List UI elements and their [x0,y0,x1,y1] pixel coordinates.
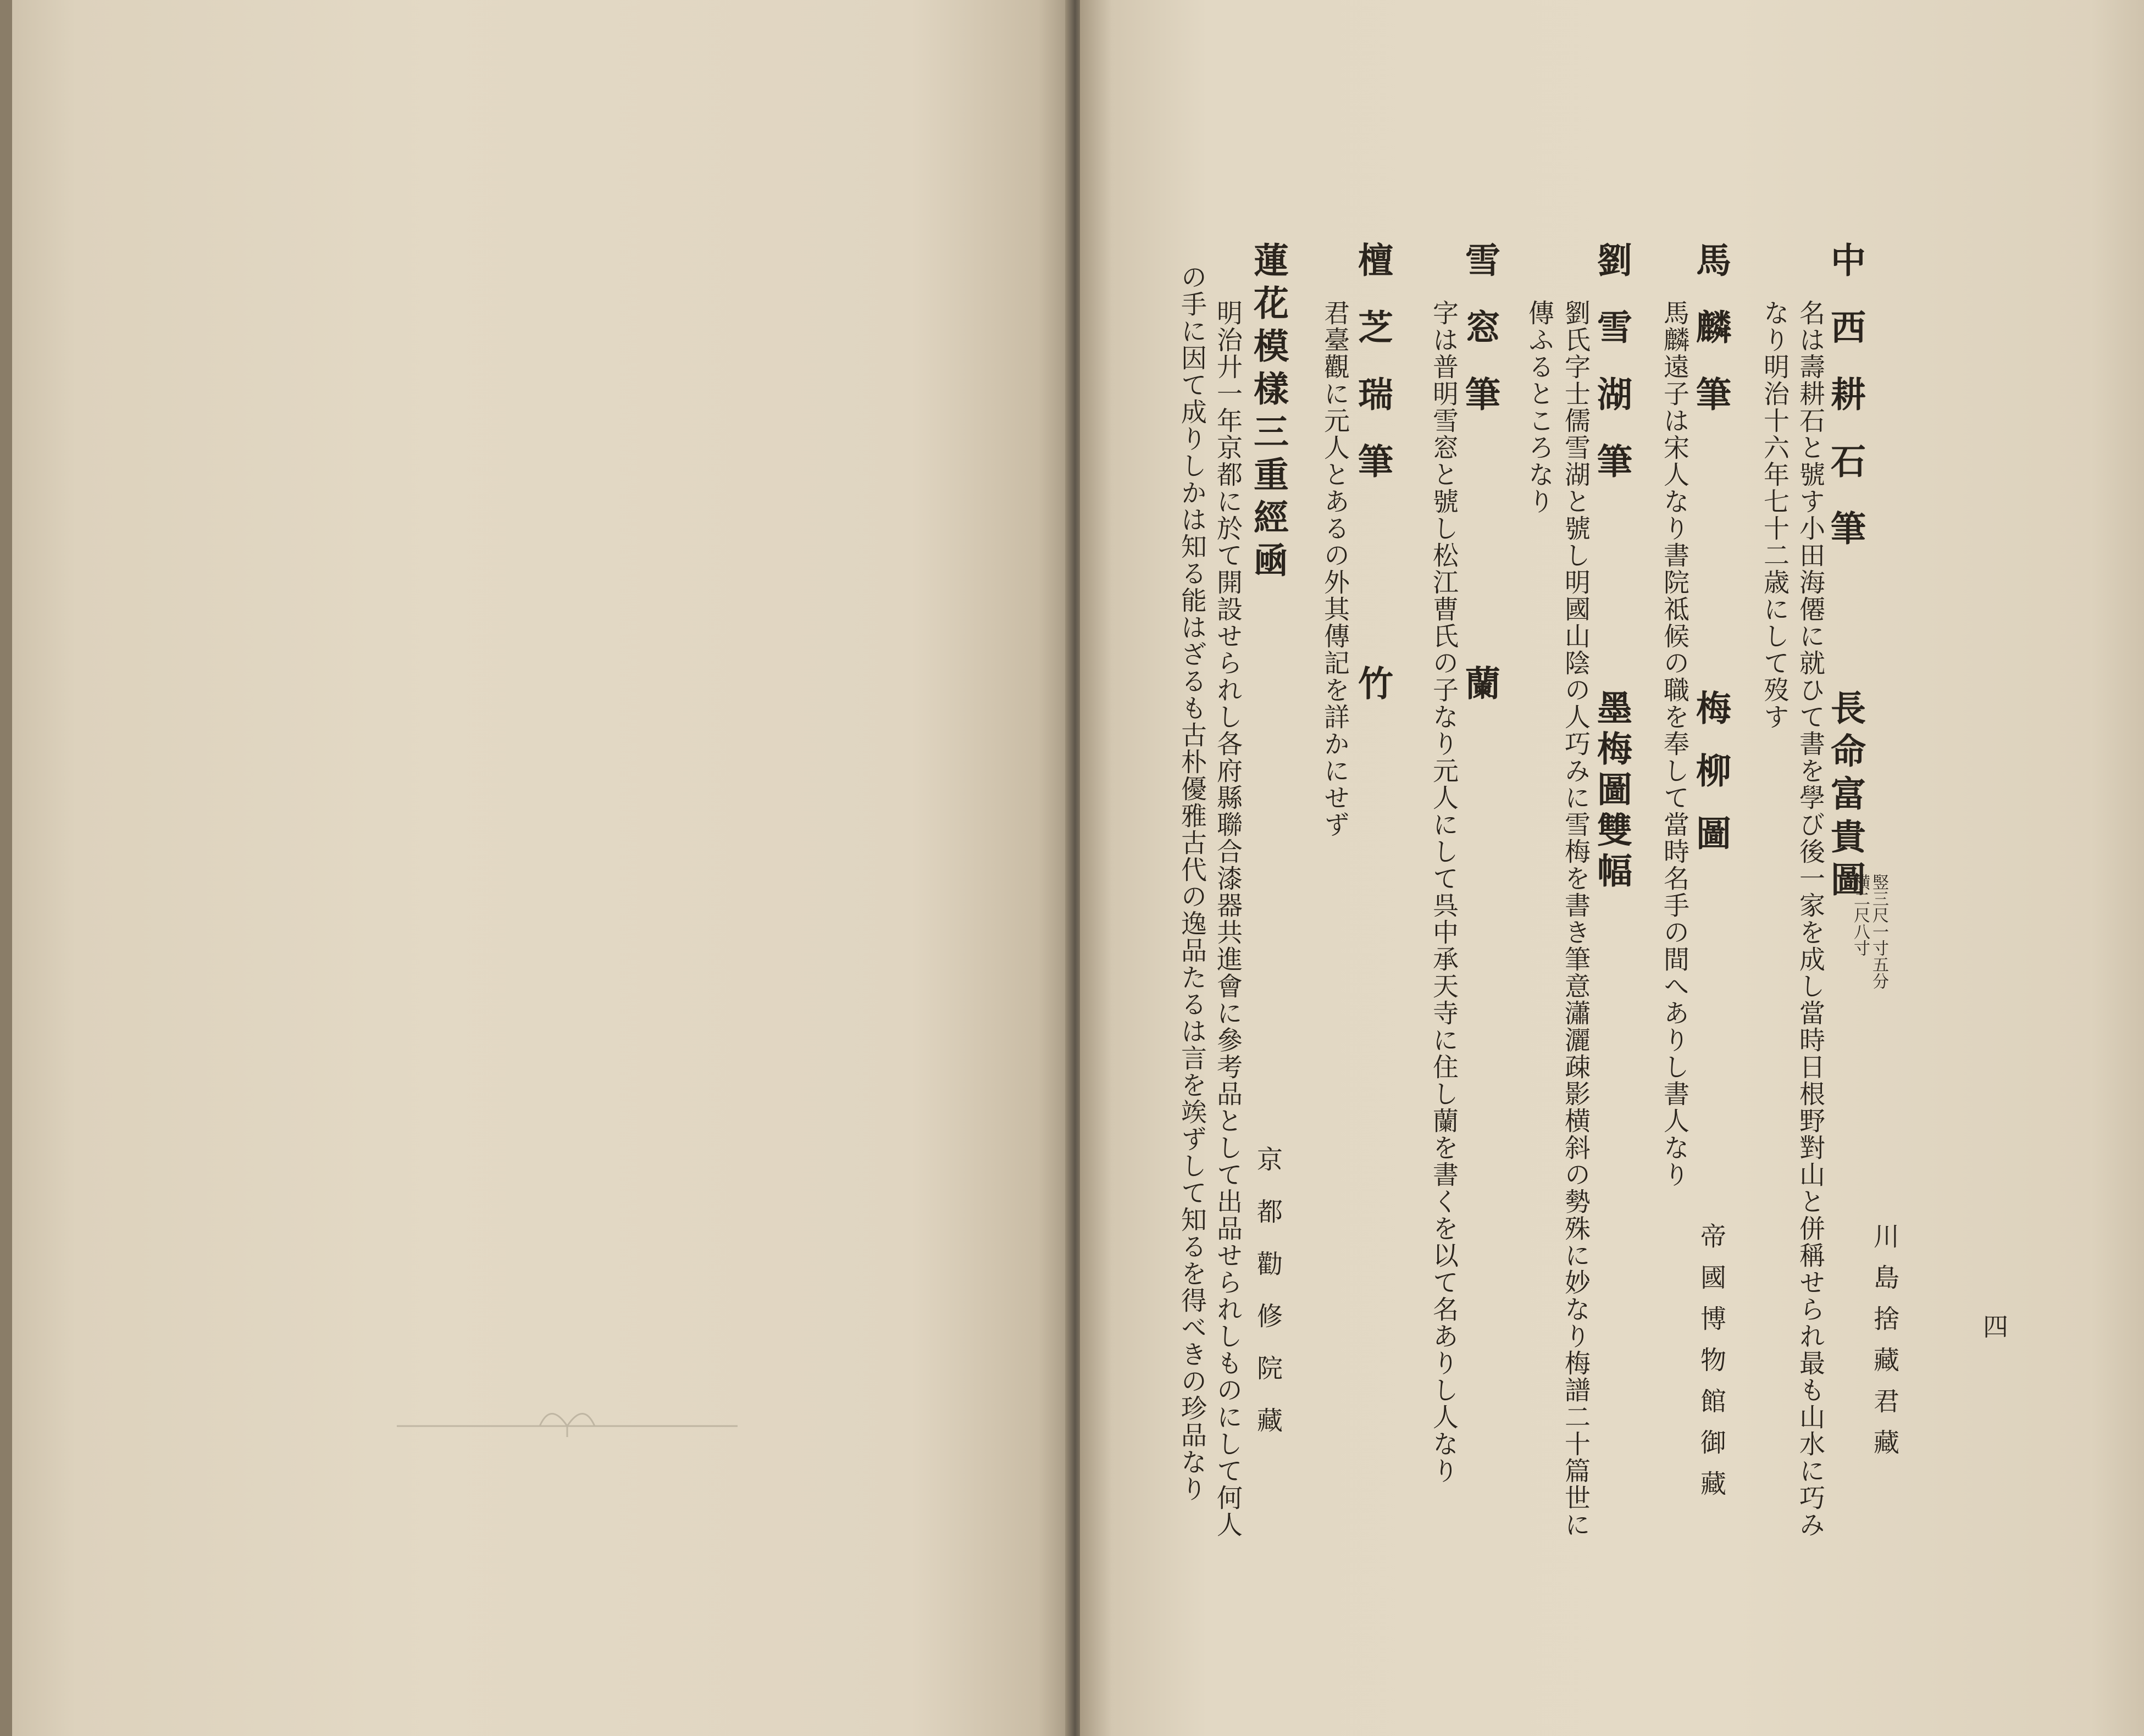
entry1-owner: 川島捨藏君藏 [1869,1223,1899,1470]
entry2-work: 梅柳圖 [1690,690,1731,878]
right-page [1080,0,2144,1736]
entry6-owner: 京都勸修院藏 [1253,1146,1283,1459]
book-edge [0,0,12,1736]
ornament-icon [386,1396,749,1440]
entry3-title: 劉雪湖筆 [1591,242,1632,510]
entry1-size-2: 横二尺八寸 [1851,874,1870,956]
entry4-title: 雪窓筆 [1459,242,1500,443]
entry1-body-2: なり明治十六年七十二歳にして歿す [1759,299,1790,730]
entry6-title: 蓮花模樣三重經凾 [1248,242,1289,585]
entry1-work: 長命富貴圖 [1825,690,1866,904]
entry5-body: 君臺觀に元人とあるの外其傳記を詳かにせず [1320,299,1350,838]
page-number: 四 [1979,1313,2009,1339]
entry5-work: 竹 [1352,665,1393,732]
entry1-body-1: 名は壽耕石と號す小田海僊に就ひて書を學び後一家を成し當時日根野對山と併稱せられ最も山水に巧み [1795,299,1825,1538]
entry6-body-1: 明治廾一年京都に於て開設せられし各府縣聯合漆器共進會に參考品として出品せられしものにして何人 [1212,299,1243,1538]
entry4-work: 蘭 [1459,665,1500,732]
entry1-size-1: 竪三尺一寸五分 [1869,874,1888,989]
entry2-title: 馬麟筆 [1690,242,1731,443]
left-page [12,0,1070,1736]
entry3-work: 墨梅圖雙幅 [1591,690,1632,893]
entry3-body-1: 劉氏字士儒雪湖と號し明國山陰の人巧みに雪梅を書き筆意瀟灑疎影横斜の勢殊に妙なり梅譜二十篇世に [1560,299,1591,1538]
entry5-title: 檀芝瑞筆 [1352,242,1393,510]
entry4-body: 字は普明雪窓と號し松江曹氏の子なり元人にして呉中承天寺に住し蘭を書くを以て名ありし人なり [1428,299,1459,1484]
entry2-owner: 帝國博物館御藏 [1696,1223,1726,1511]
entry2-body: 馬麟遠子は宋人なり書院祗候の職を奉して當時名手の間へありし書人なり [1659,299,1689,1188]
entry1-title: 中西耕石筆 [1825,242,1866,577]
entry6-body-2: の手に因て成りしかは知る能はざるも古朴優雅古代の逸品たるは言を竢ずして知るを得べきの珍品なり [1177,264,1207,1502]
entry3-body-2: 傳ふるところなり [1524,299,1554,515]
